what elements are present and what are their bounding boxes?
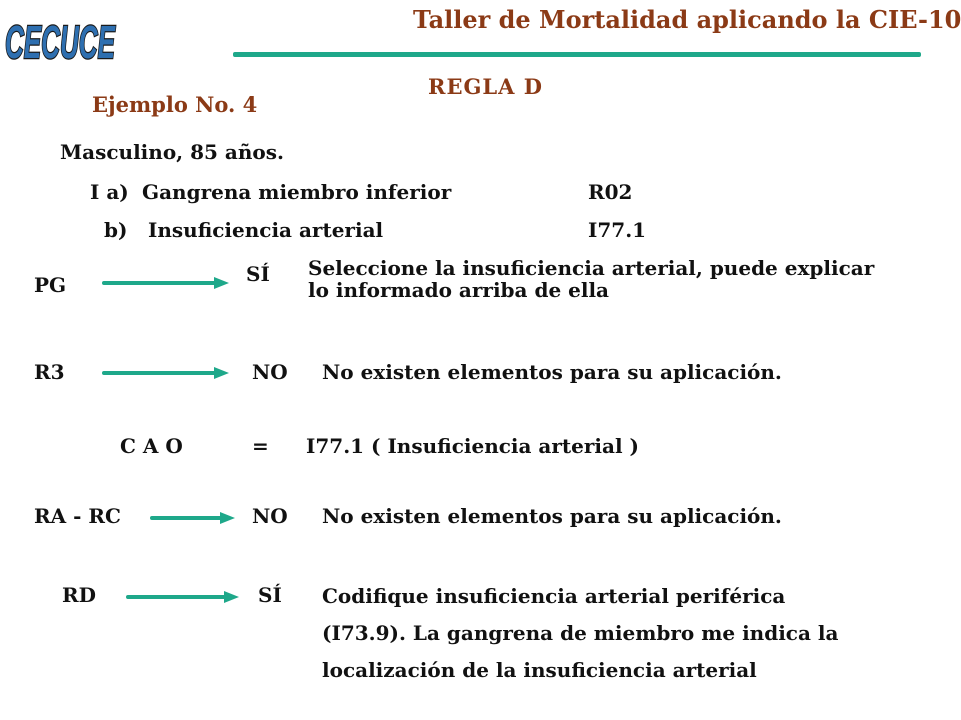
- step-rarc-text: No existen elementos para su aplicación.: [322, 504, 782, 528]
- step-rd-text-line2: (I73.9). La gangrena de miembro me indica la: [322, 621, 839, 645]
- step-rd-label: RD: [62, 583, 96, 607]
- step-rd-text-line3: localización de la insuficiencia arterial: [322, 658, 757, 682]
- cause-line-a-text: Gangrena miembro inferior: [142, 180, 452, 204]
- arrow-right-icon: [104, 366, 230, 380]
- step-r3-text: No existen elementos para su aplicación.: [322, 360, 782, 384]
- cause-line-b-code: I77.1: [588, 218, 647, 242]
- title-underline: [233, 52, 921, 57]
- arrow-right-icon: [104, 276, 230, 290]
- step-cao-equals: =: [252, 434, 269, 458]
- step-rarc-answer: NO: [252, 504, 288, 528]
- page-title: Taller de Mortalidad aplicando la CIE-10: [413, 5, 961, 34]
- step-rd-text-line1: Codifique insuficiencia arterial periférica: [322, 584, 786, 608]
- step-cao-label: C A O: [120, 434, 183, 458]
- cause-line-a-label: I a): [90, 180, 129, 204]
- logo-text: CECUCE: [5, 16, 116, 68]
- cause-line-b-text: Insuficiencia arterial: [148, 218, 384, 242]
- arrow-right-icon: [152, 511, 236, 525]
- patient-info: Masculino, 85 años.: [60, 140, 284, 164]
- cause-line-a-code: R02: [588, 180, 633, 204]
- rule-heading: REGLA D: [428, 74, 543, 99]
- step-pg-answer: SÍ: [246, 262, 270, 286]
- step-pg-label: PG: [34, 273, 67, 297]
- cecuce-logo: [2, 2, 118, 68]
- cause-line-b-label: b): [104, 218, 128, 242]
- example-heading: Ejemplo No. 4: [92, 92, 258, 117]
- step-cao-text: I77.1 ( Insuficiencia arterial ): [306, 434, 640, 458]
- step-rarc-label: RA - RC: [34, 504, 121, 528]
- step-r3-label: R3: [34, 360, 65, 384]
- step-pg-text-line1: Seleccione la insuficiencia arterial, puede explicar: [308, 256, 875, 280]
- step-pg-text-line2: lo informado arriba de ella: [308, 278, 610, 302]
- step-rd-text: [322, 578, 838, 689]
- arrow-right-icon: [128, 590, 240, 604]
- step-pg-text: [308, 257, 874, 301]
- step-rd-answer: SÍ: [258, 583, 282, 607]
- step-r3-answer: NO: [252, 360, 288, 384]
